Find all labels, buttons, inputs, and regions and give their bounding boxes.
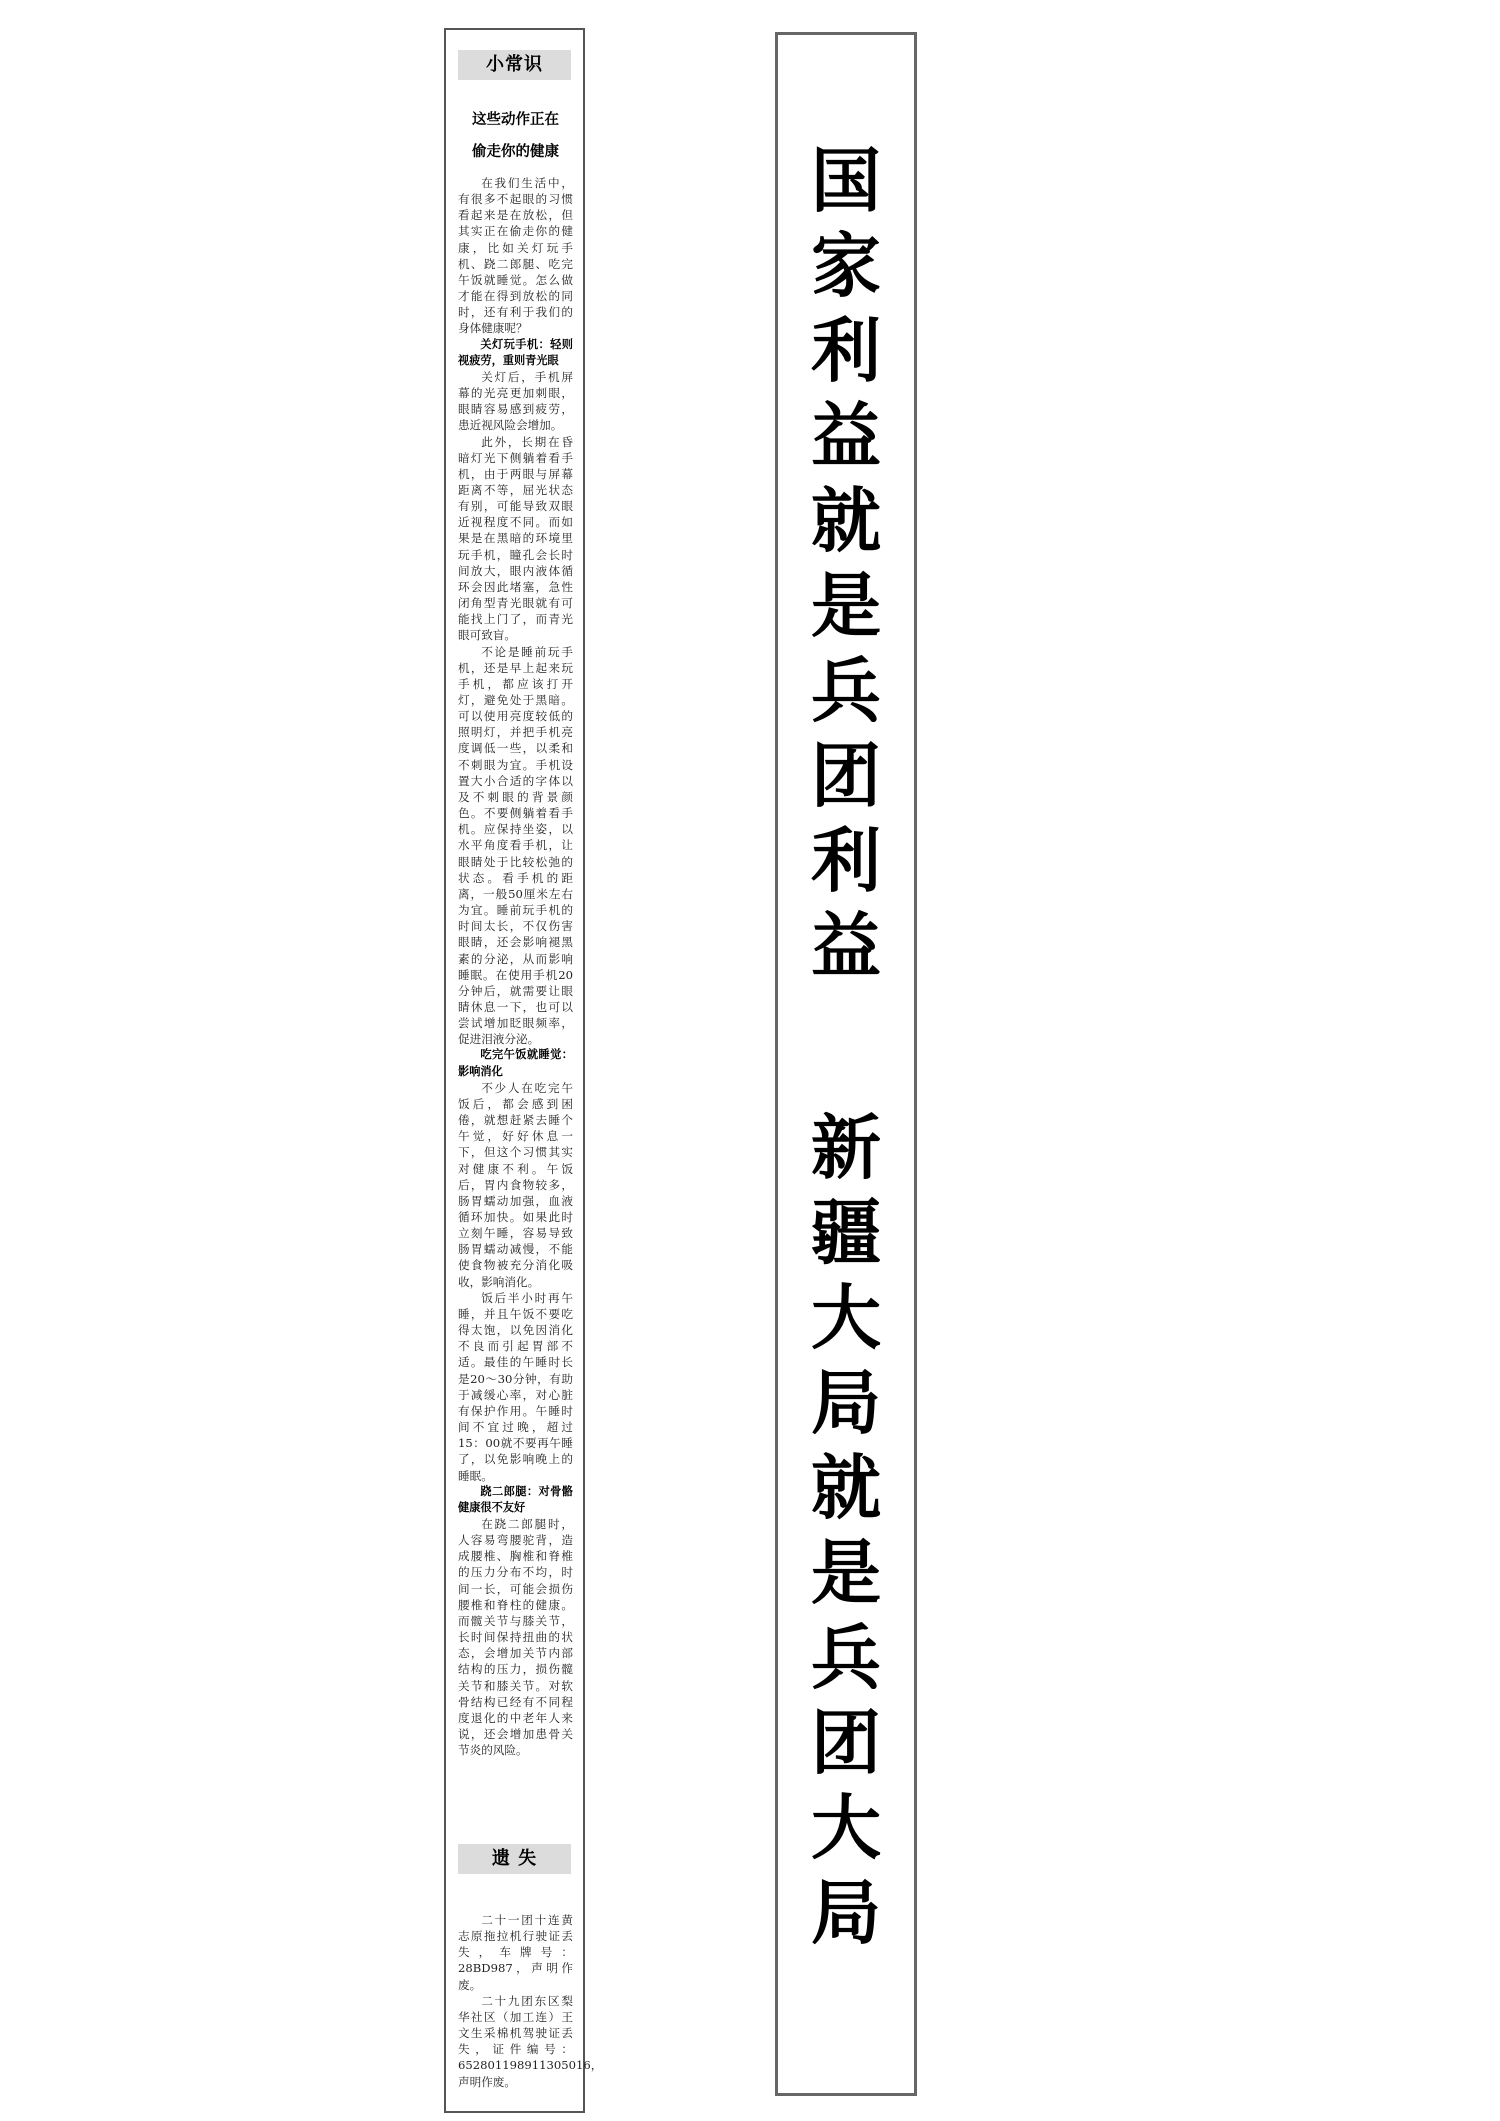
- paragraph: 关灯后，手机屏幕的光亮更加刺眼，眼睛容易感到疲劳，患近视风险会增加。: [458, 369, 573, 433]
- subheading: 关灯玩手机：轻则视疲劳，重则青光眼: [458, 337, 573, 367]
- paragraph: 二十九团东区梨华社区（加工连）王文生采棉机驾驶证丢失，证件编号：652801198911305016，声明作废。: [458, 1993, 603, 2089]
- slogan-box: [775, 32, 917, 2096]
- slogan-line-1: 国家利益就是兵团利益: [811, 140, 881, 987]
- paragraph: 二十一团十连黄志原拖拉机行驶证丢失，车牌号：28BD987，声明作废。: [458, 1913, 573, 1992]
- section-head-common-sense: 小常识: [458, 50, 571, 80]
- paragraph: 此外，长期在昏暗灯光下侧躺着看手机，由于两眼与屏幕距离不等，屈光状态有别，可能导致双眼近视程度不同。而如果是在黑暗的环境里玩手机，瞳孔会长时间放大，眼内液体循环会因此堵塞，急性闭角型青光眼就有可能找上门了，而青光眼可致盲。: [458, 434, 573, 643]
- subheading: 跷二郎腿：对骨骼健康很不友好: [458, 1484, 573, 1514]
- article-title-line2: 偷走你的健康: [472, 144, 559, 160]
- article-title-line1: 这些动作正在: [472, 112, 559, 128]
- paragraph: 不少人在吃完午饭后，都会感到困倦，就想赶紧去睡个午觉，好好休息一下，但这个习惯其实对健康不利。午饭后，胃内食物较多，肠胃蠕动加强，血液循环加快。如果此时立刻午睡，容易导致肠胃蠕动减慢，不能使食物被充分消化吸收，影响消化。: [458, 1080, 573, 1289]
- paragraph: 不论是睡前玩手机，还是早上起来玩手机，都应该打开灯，避免处于黑暗。可以使用亮度较低的照明灯，并把手机亮度调低一些，以柔和不刺眼为宜。手机设置大小合适的字体以及不刺眼的背景颜色。不要侧躺着看手机。应保持坐姿，以水平角度看手机，让眼睛处于比较松弛的状态。看手机的距离，一般50厘米左右为宜。睡前玩手机的时间太长，不仅伤害眼睛，还会影响褪黑素的分泌，从而影响睡眠。在使用手机20分钟后，就需要让眼睛休息一下，也可以尝试增加眨眼频率，促进泪液分泌。: [458, 644, 573, 1047]
- left-column: [444, 28, 603, 2113]
- subheading: 吃完午饭就睡觉：影响消化: [458, 1048, 573, 1078]
- section-head-lost: 遗 失: [458, 1844, 571, 1874]
- paragraph: 在我们生活中，有很多不起眼的习惯看起来是在放松，但其实正在偷走你的健康，比如关灯玩手机、跷二郎腿、吃完午饭就睡觉。怎么做才能在得到放松的同时，还有利于我们的身体健康呢？: [458, 176, 573, 336]
- paragraph: 饭后半小时再午睡，并且午饭不要吃得太饱，以免因消化不良而引起胃部不适。最佳的午睡时长是20～30分钟，有助于减缓心率，对心脏有保护作用。午睡时间不宜过晚，超过15：00就不要再午睡了，以免影响晚上的睡眠。: [458, 1290, 573, 1483]
- slogan-line-2: 新疆大局就是兵团大局: [811, 1107, 881, 1954]
- lost-notices: [458, 1912, 603, 2107]
- article-body: [458, 175, 573, 1815]
- paragraph: 在跷二郎腿时，人容易弯腰驼背，造成腰椎、胸椎和脊椎的压力分布不均，时间一长，可能会损伤腰椎和脊柱的健康。而髋关节与膝关节，长时间保持扭曲的状态，会增加关节内部结构的压力，损伤髋关节和膝关节。对软骨结构已经有不同程度退化的中老年人来说，还会增加患骨关节炎的风险。: [458, 1516, 573, 1758]
